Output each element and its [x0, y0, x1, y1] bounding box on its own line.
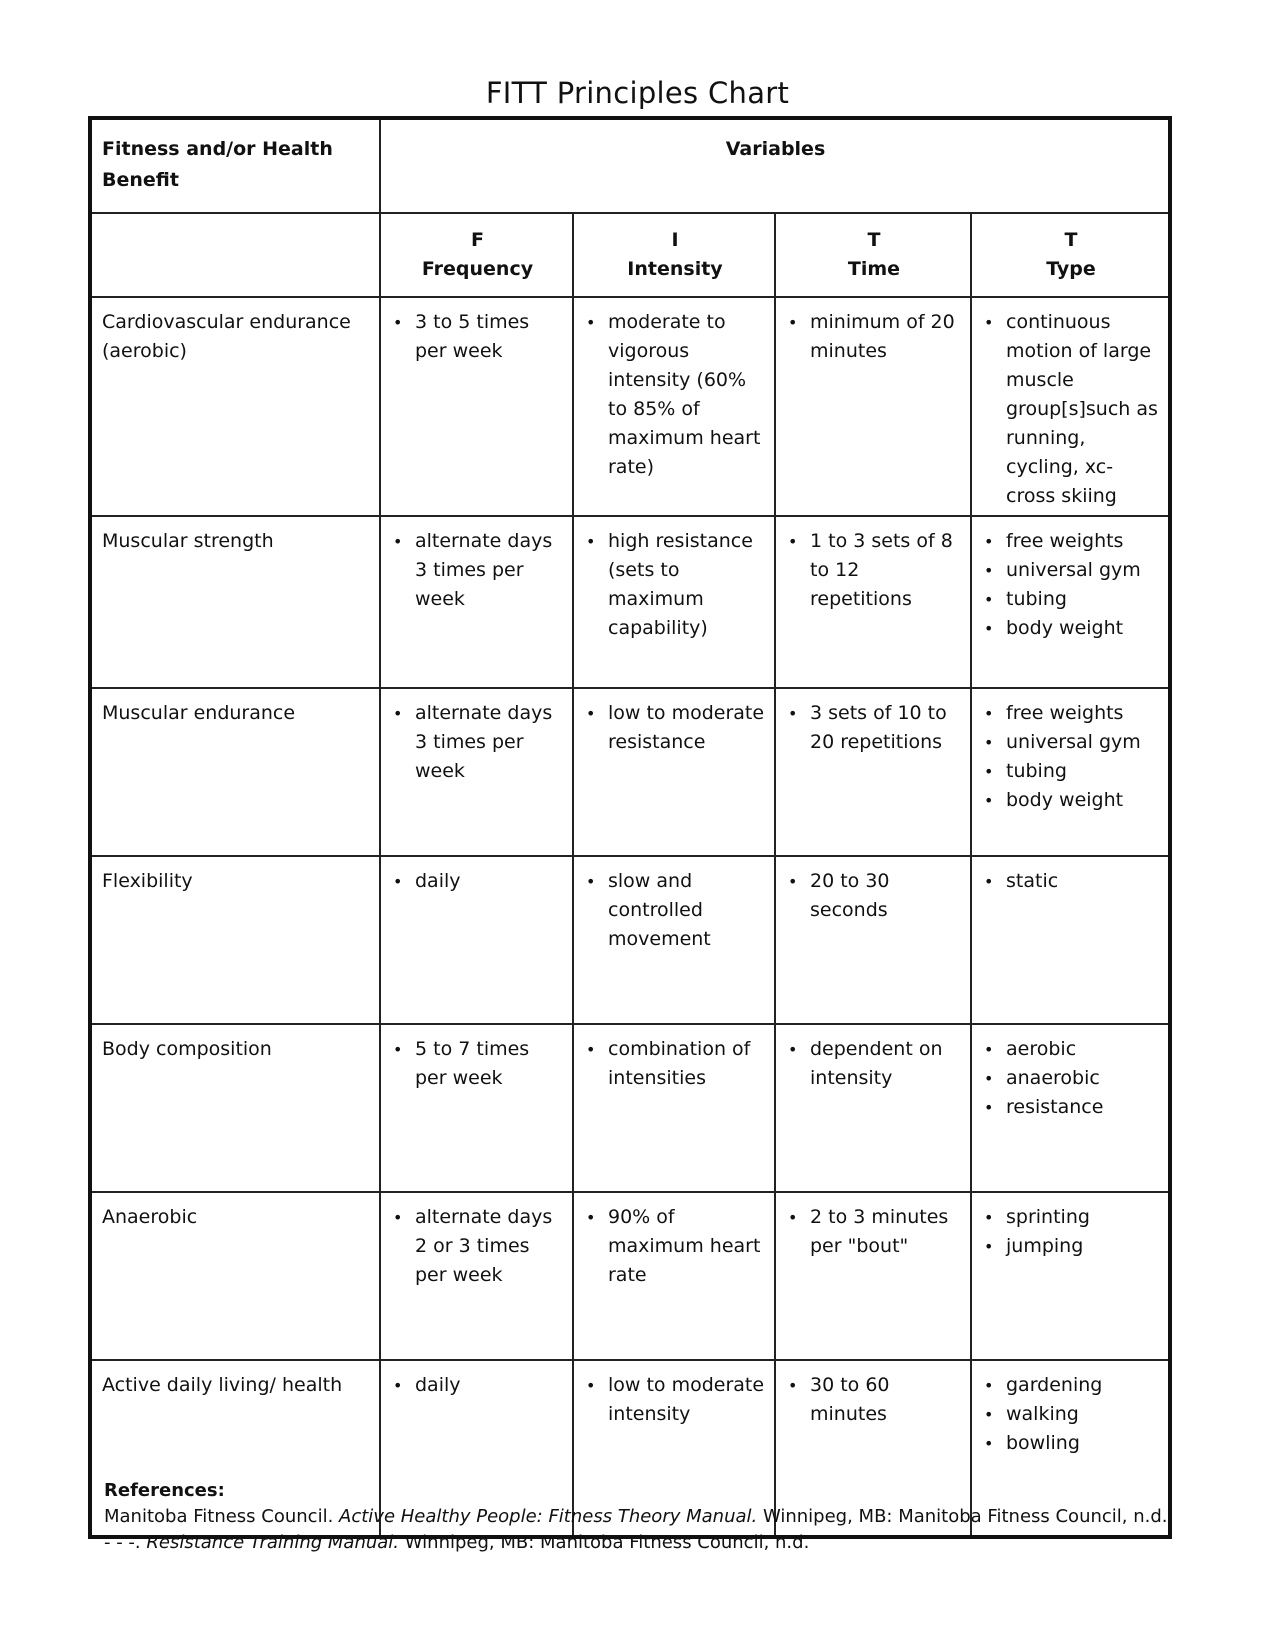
time-cell: [775, 297, 971, 516]
type-cell: [971, 1024, 1170, 1192]
list-item: • 3 sets of 10 to 20 repetitions: [810, 699, 962, 757]
references-heading: References:: [104, 1480, 225, 1501]
intensity-cell: [573, 297, 775, 516]
list-item: • gardening: [1006, 1371, 1160, 1400]
type-header: [971, 213, 1170, 297]
benefit-cell: Cardiovascular endurance (aerobic): [90, 297, 380, 516]
table-row: [90, 688, 1170, 856]
list-item: • sprinting: [1006, 1203, 1160, 1232]
list-item: • tubing: [1006, 757, 1160, 786]
list-item: • alternate days 2 or 3 times per week: [415, 1203, 564, 1290]
list-item: • moderate to vigorous intensity (60% to 85% of maximum heart rate): [608, 308, 766, 482]
reference-2-author: - - -.: [104, 1532, 147, 1553]
type-cell: [971, 856, 1170, 1024]
list-item: • low to moderate intensity: [608, 1371, 766, 1429]
blank-header-cell: [90, 213, 380, 297]
table-row: [90, 516, 1170, 688]
time-cell: [775, 1192, 971, 1360]
variables-subheader-row: [90, 213, 1170, 297]
type-cell: [971, 688, 1170, 856]
list-item: • daily: [415, 1371, 564, 1400]
list-item: • combination of intensities: [608, 1035, 766, 1093]
reference-2-title: Resistance Training Manual.: [146, 1532, 400, 1553]
reference-1-title: Active Healthy People: Fitness Theory Manual.: [339, 1506, 758, 1527]
list-item: • universal gym: [1006, 556, 1160, 585]
intensity-cell: [573, 856, 775, 1024]
list-item: • jumping: [1006, 1232, 1160, 1261]
benefit-cell: Anaerobic: [90, 1192, 380, 1360]
list-item: • tubing: [1006, 585, 1160, 614]
list-item: • low to moderate resistance: [608, 699, 766, 757]
list-item: • static: [1006, 867, 1160, 896]
list-item: • alternate days 3 times per week: [415, 699, 564, 786]
frequency-cell: [380, 297, 573, 516]
frequency-cell: [380, 516, 573, 688]
intensity-letter: I: [671, 229, 679, 251]
intensity-cell: [573, 516, 775, 688]
list-item: • continuous motion of large muscle group[s]such as running, cycling, xc-cross skiing: [1006, 308, 1160, 511]
header-row: [90, 118, 1170, 213]
list-item: • minimum of 20 minutes: [810, 308, 962, 366]
time-cell: [775, 856, 971, 1024]
time-cell: [775, 516, 971, 688]
intensity-cell: [573, 688, 775, 856]
list-item: • body weight: [1006, 614, 1160, 643]
list-item: • 90% of maximum heart rate: [608, 1203, 766, 1290]
list-item: • 3 to 5 times per week: [415, 308, 564, 366]
page-title: FITT Principles Chart: [485, 76, 790, 110]
reference-2: [104, 1530, 1168, 1556]
benefit-cell: Muscular strength: [90, 516, 380, 688]
table-row: [90, 1192, 1170, 1360]
type-name: Type: [1046, 258, 1096, 280]
frequency-cell: [380, 856, 573, 1024]
list-item: • daily: [415, 867, 564, 896]
type-cell: [971, 1192, 1170, 1360]
list-item: • anaerobic: [1006, 1064, 1160, 1093]
list-item: • 2 to 3 minutes per "bout": [810, 1203, 962, 1261]
list-item: • walking: [1006, 1400, 1160, 1429]
list-item: • 30 to 60 minutes: [810, 1371, 962, 1429]
table-row: [90, 297, 1170, 516]
benefit-cell: Active daily living/ health: [90, 1360, 380, 1537]
list-item: • dependent on intensity: [810, 1035, 962, 1093]
list-item: • 1 to 3 sets of 8 to 12 repetitions: [810, 527, 962, 614]
list-item: • 5 to 7 times per week: [415, 1035, 564, 1093]
benefit-cell: Flexibility: [90, 856, 380, 1024]
benefit-cell: Body composition: [90, 1024, 380, 1192]
time-cell: [775, 688, 971, 856]
reference-2-rest: Winnipeg, MB: Manitoba Fitness Council, n.d.: [399, 1532, 810, 1553]
reference-1-author: Manitoba Fitness Council.: [104, 1506, 340, 1527]
list-item: • resistance: [1006, 1093, 1160, 1122]
list-item: • alternate days 3 times per week: [415, 527, 564, 614]
type-letter: T: [1064, 229, 1078, 251]
list-item: • 20 to 30 seconds: [810, 867, 962, 925]
frequency-letter: F: [471, 229, 484, 251]
intensity-cell: [573, 1024, 775, 1192]
intensity-name: Intensity: [627, 258, 723, 280]
frequency-header: [380, 213, 573, 297]
time-name: Time: [847, 258, 901, 280]
time-letter: T: [867, 229, 881, 251]
frequency-name: Frequency: [421, 258, 534, 280]
list-item: • bowling: [1006, 1429, 1160, 1458]
type-cell: [971, 516, 1170, 688]
list-item: • high resistance (sets to maximum capability): [608, 527, 766, 643]
frequency-cell: [380, 688, 573, 856]
benefit-header: Fitness and/or Health Benefit: [90, 118, 380, 213]
frequency-cell: [380, 1192, 573, 1360]
list-item: • universal gym: [1006, 728, 1160, 757]
variables-header: Variables: [380, 118, 1170, 213]
type-cell: [971, 297, 1170, 516]
list-item: • aerobic: [1006, 1035, 1160, 1064]
list-item: • free weights: [1006, 699, 1160, 728]
time-cell: [775, 1024, 971, 1192]
benefit-cell: Muscular endurance: [90, 688, 380, 856]
table-row: [90, 856, 1170, 1024]
time-header: [775, 213, 971, 297]
list-item: • body weight: [1006, 786, 1160, 815]
list-item: • free weights: [1006, 527, 1160, 556]
intensity-cell: [573, 1192, 775, 1360]
table-row: [90, 1024, 1170, 1192]
fitt-table: [88, 116, 1172, 1539]
frequency-cell: [380, 1024, 573, 1192]
reference-1-rest: Winnipeg, MB: Manitoba Fitness Council, n.d.: [757, 1506, 1168, 1527]
references: [104, 1478, 1168, 1556]
reference-1: [104, 1504, 1168, 1530]
list-item: • slow and controlled movement: [608, 867, 766, 954]
intensity-header: [573, 213, 775, 297]
